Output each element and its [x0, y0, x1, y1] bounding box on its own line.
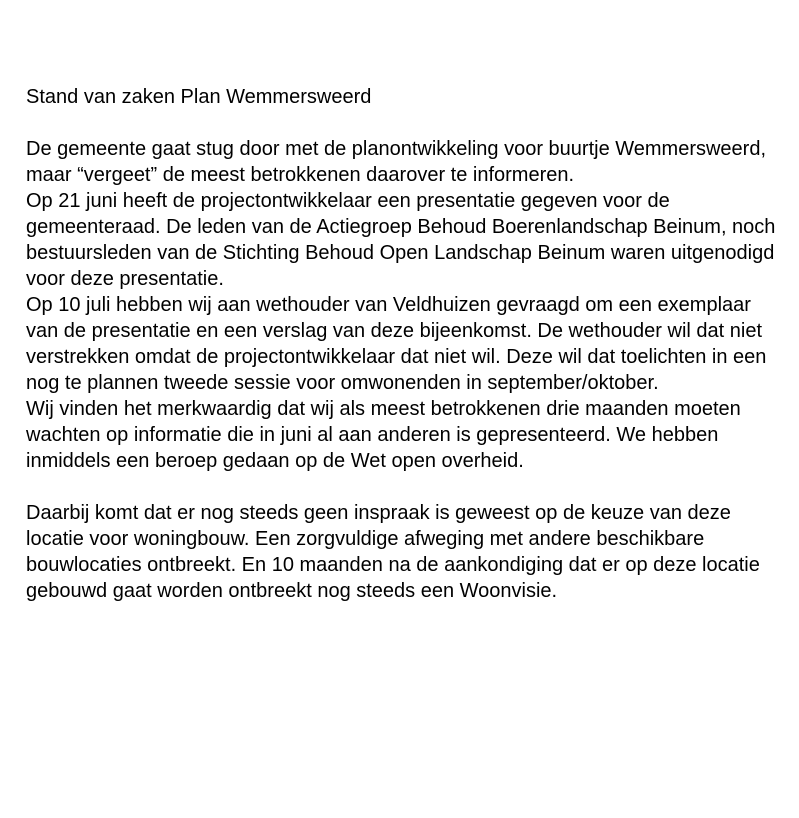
document-title: Stand van zaken Plan Wemmersweerd — [26, 86, 372, 108]
paragraph: De gemeente gaat stug door met de planontwikkeling voor buurtje Wemmersweerd, maar “vergeet” de meest betrokkenen daarover te informeren. — [26, 138, 767, 186]
section-status — [26, 136, 779, 474]
paragraph: Op 21 juni heeft de projectontwikkelaar een presentatie gegeven voor de gemeenteraad. De leden van de Actiegroep Behoud Boerenlandschap Beinum, noch bestuursleden van de Stichting Behoud Open Landschap Beinum waren uitgenodigd voor deze presentatie. — [26, 190, 776, 290]
paragraph: Daarbij komt dat er nog steeds geen inspraak is geweest op de keuze van deze locatie voor woningbouw. Een zorgvuldige afweging met andere beschikbare bouwlocaties ontbreekt. En 10 maanden na de aankondiging dat er op deze locatie gebouwd gaat worden ontbreekt nog steeds een Woonvisie. — [26, 502, 760, 602]
paragraph: Op 10 juli hebben wij aan wethouder van Veldhuizen gevraagd om een exemplaar van de presentatie en een verslag van deze bijeenkomst. De wethouder wil dat niet verstrekken omdat de projectontwikkelaar dat niet wil. Deze wil dat toelichten in een nog te plannen tweede sessie voor omwonenden in september/oktober. — [26, 294, 767, 394]
paragraph: Wij vinden het merkwaardig dat wij als meest betrokkenen drie maanden moeten wachten op informatie die in juni al aan anderen is gepresenteerd. We hebben inmiddels een beroep gedaan op de Wet open overheid. — [26, 398, 741, 472]
section-inspraak — [26, 500, 779, 604]
